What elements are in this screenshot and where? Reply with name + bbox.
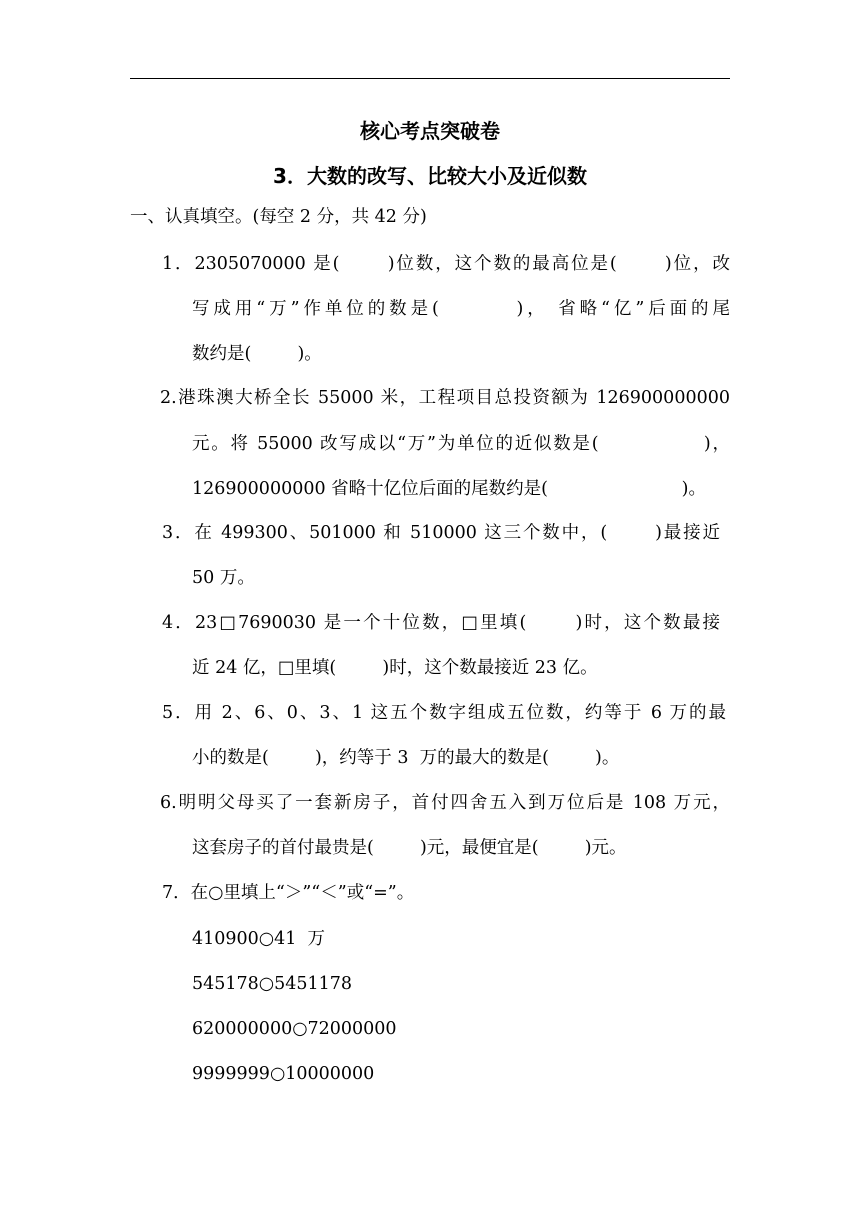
paper-subtitle: 3．大数的改写、比较大小及近似数: [273, 164, 587, 188]
header-rule: [130, 78, 730, 79]
question-3-line-2: 50 万。: [192, 568, 255, 588]
question-4-line-2: 近 24 亿，□里填( )时，这个数最接近 23 亿。: [192, 658, 598, 678]
question-2-line-1: 2.港珠澳大桥全长 55000 米，工程项目总投资额为 126900000000: [160, 388, 730, 408]
question-1-line-2: 写成用“万”作单位的数是( )， 省略“亿”后面的尾: [192, 299, 730, 319]
question-1-line-1: 1．2305070000 是( )位数，这个数的最高位是( )位，改: [162, 254, 730, 274]
question-1-line-3: 数约是( )。: [192, 344, 322, 364]
question-2-line-2: 元。将 55000 改写成以“万”为单位的近似数是( )，: [192, 434, 730, 454]
question-3-line-1: 3．在 499300、501000 和 510000 这三个数中，( )最接近: [162, 523, 720, 543]
comparison-item: 620000000○72000000: [192, 1019, 397, 1039]
comparison-item: 9999999○10000000: [192, 1064, 375, 1084]
comparison-item: 410900○41 万: [192, 929, 325, 949]
comparison-item: 545178○5451178: [192, 974, 353, 994]
question-5-line-2: 小的数是( )，约等于 3 万的最大的数是( )。: [192, 748, 620, 768]
question-6-line-1: 6.明明父母买了一套新房子，首付四舍五入到万位后是 108 万元，: [160, 793, 730, 813]
section-heading: 一、认真填空。(每空 2 分，共 42 分): [130, 207, 427, 227]
paper-title: 核心考点突破卷: [360, 119, 500, 143]
question-2-line-3: 126900000000 省略十亿位后面的尾数约是( )。: [192, 479, 706, 499]
question-6-line-2: 这套房子的首付最贵是( )元，最便宜是( )元。: [192, 838, 627, 858]
question-7-line-1: 7．在○里填上“＞”“＜”或“=”。: [162, 883, 415, 903]
question-5-line-1: 5．用 2、6、0、3、1 这五个数字组成五位数，约等于 6 万的最: [162, 703, 726, 723]
question-4-line-1: 4．23□7690030 是一个十位数，□里填( )时，这个数最接: [162, 613, 720, 633]
